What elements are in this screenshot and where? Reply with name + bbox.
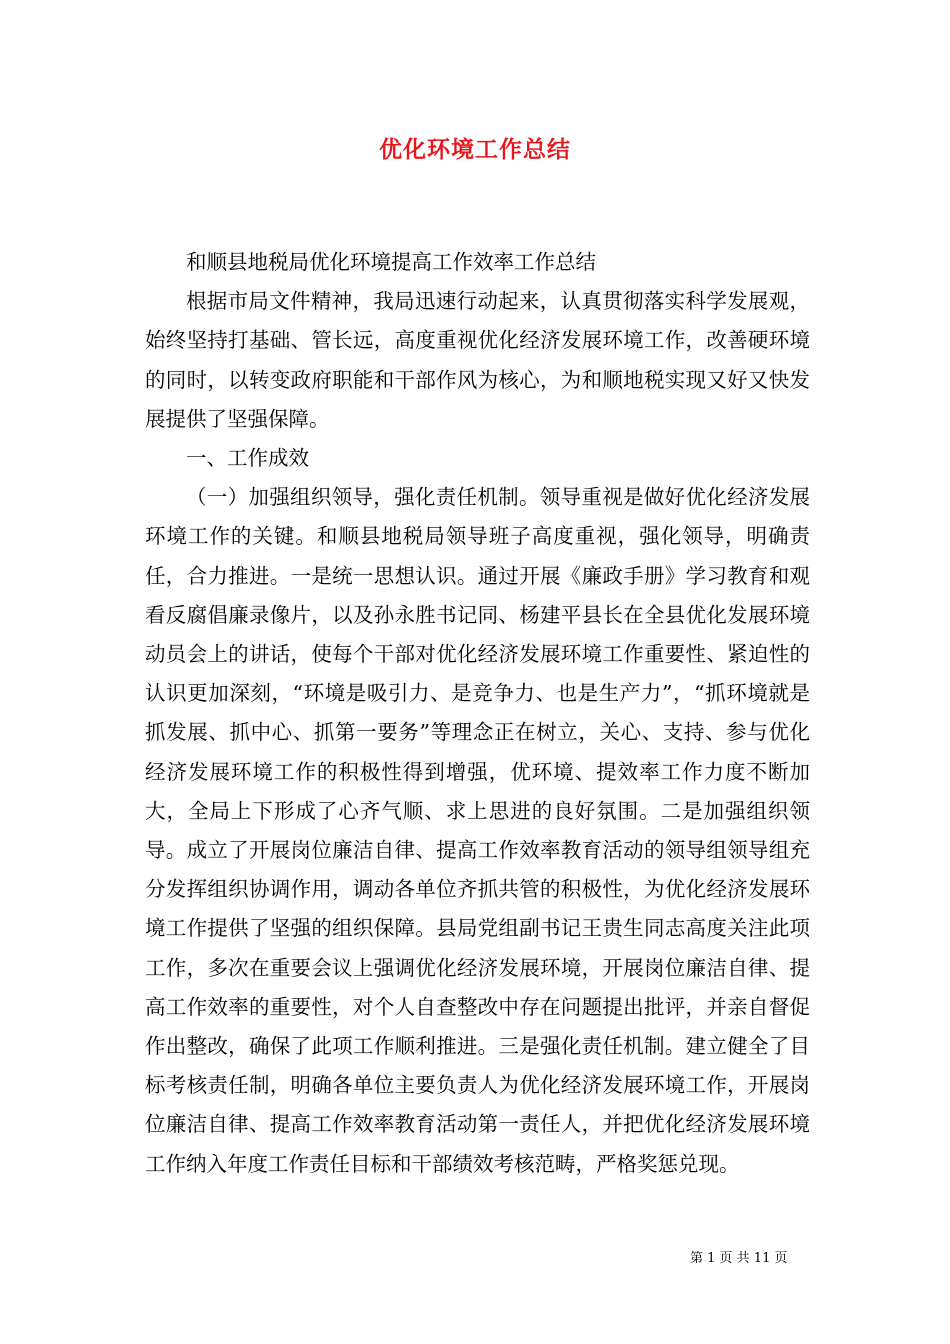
body-paragraph: （一）加强组织领导，强化责任机制。领导重视是做好优化经济发展环境工作的关键。和顺县地税局领导班子高度重视，强化领导，明确责任，合力推进。一是统一思想认识。通过开展《廉政手册》学习教育和观看反腐倡廉录像片，以及孙永胜书记同、杨建平县长在全县优化发展环境动员会上的讲话，使每个干部对优化经济发展环境工作重要性、紧迫性的认识更加深刻，“环境是吸引力、是竞争力、也是生产力”，“抓环境就是抓发展、抓中心、抓第一要务”等理念正在树立，关心、支持、参与优化经济发展环境工作的积极性得到增强，优环境、提效率工作力度不断加大，全局上下形成了心齐气顺、求上思进的良好氛围。二是加强组织领导。成立了开展岗位廉洁自律、提高工作效率教育活动的领导组领导组充分发挥组织协调作用，调动各单位齐抓共管的积极性，为优化经济发展环境工作提供了坚强的组织保障。县局党组副书记王贵生同志高度关注此项工作，多次在重要会议上强调优化经济发展环境，开展岗位廉洁自律、提高工作效率的重要性，对个人自查整改中存在问题提出批评，并亲自督促作出整改，确保了此项工作顺利推进。三是强化责任机制。建立健全了目标考核责任制，明确各单位主要负责人为优化经济发展环境工作，开展岗位廉洁自律、提高工作效率教育活动第一责任人，并把优化经济发展环境工作纳入年度工作责任目标和干部绩效考核范畴，严格奖惩兑现。 (145, 485, 810, 1176)
document-body (145, 243, 810, 1184)
document-title: 优化环境工作总结 (379, 136, 571, 163)
page-number: 第 1 页 共 11 页 (690, 1251, 788, 1266)
section-heading: 一、工作成效 (186, 446, 309, 471)
subtitle-paragraph: 和顺县地税局优化环境提高工作效率工作总结 (186, 250, 596, 274)
intro-paragraph: 根据市局文件精神，我局迅速行动起来，认真贯彻落实科学发展观，始终坚持打基础、管长远，高度重视优化经济发展环境工作，改善硬环境的同时，以转变政府职能和干部作风为核心，为和顺地税实现又好又快发展提供了坚强保障。 (145, 289, 810, 431)
